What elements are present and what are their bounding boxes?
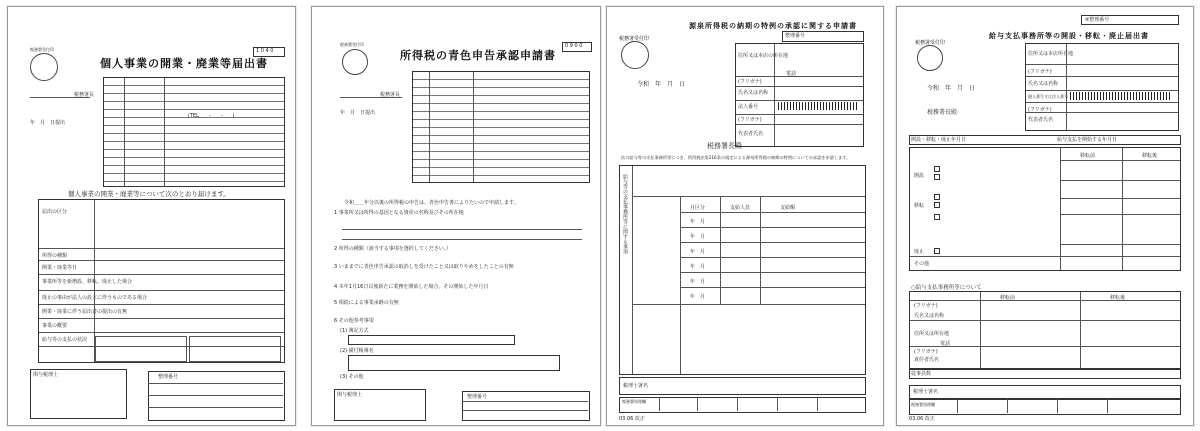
reception-stamp-label: 税務署受付印 (340, 42, 364, 47)
office-suffix: 税務署長 (74, 92, 95, 98)
document-title: 給与支払事務所等の開設・移転・廃止届出書 (989, 32, 1149, 40)
staff-heading: ○給与支払事務所等について (911, 285, 982, 291)
document-payroll-office-notification (896, 6, 1194, 426)
document-business-start-form (7, 6, 296, 426)
option-label: その他 (914, 261, 930, 267)
row-label: 廃止の事由が法人の設立に伴うものである場合 (42, 295, 148, 301)
item: 6 その他参考事項 (334, 318, 374, 324)
footer-label: 税理士署名 (623, 383, 649, 389)
intro-text: 令和＿＿年分以後の所得税の申告は、青色申告書によりたいので申請します。 (344, 200, 519, 206)
item: 3 いままでに青色申告承認の取消しを受けたこと又は取りやめをしたことの有無 (334, 264, 514, 270)
option-checkbox[interactable] (934, 166, 940, 172)
item: 4 本年1月16日以後新たに業務を開始した場合、その開始した年月日 (334, 284, 489, 290)
document-title: 源泉所得税の納期の特例の承認に関する申請書 (689, 22, 857, 30)
office-suffix: 税務署長 (380, 92, 401, 98)
item: 2 所得の種類（該当する事項を選択してください。） (334, 246, 452, 252)
row-label: 事業所等を新増設、移転、廃止した場合 (42, 279, 133, 285)
row-label: 給与等の支払の状況 (42, 337, 88, 343)
footer-label: 税務署処理欄 (622, 399, 646, 404)
office-suffix: 税務署長殿 (927, 109, 958, 116)
era-date: 令和 年 月 日 (927, 85, 976, 92)
reception-stamp-circle (30, 53, 58, 81)
item: 1 事業所又は所得の基因となる資産の名称及びその所在地 (334, 210, 464, 216)
row-label: 所得の種類 (42, 253, 68, 259)
column-header: 月区分 (690, 205, 706, 211)
submit-date: 年 月 日提出 (30, 120, 66, 126)
field-label: (フリガナ) (738, 79, 762, 85)
month-label: 年 月 (690, 279, 706, 285)
row-label: 届出の区分 (42, 209, 68, 215)
version-label: 03.06 改正 (909, 416, 935, 422)
employee-count-row (909, 369, 1181, 379)
office-use-box (619, 397, 866, 413)
staff-table (909, 291, 1181, 369)
staff-label: 住所又は所在地 (914, 331, 950, 337)
staff-label: (フリガナ) (914, 303, 938, 309)
reception-stamp-circle (342, 49, 368, 75)
month-label: 年 月 (690, 294, 706, 300)
staff-label: 氏名又は名称 (914, 313, 945, 319)
document-withholding-tax-special-application (606, 6, 884, 426)
employee-count-label: 従事員数 (911, 371, 932, 377)
footer-label: 整理番号 (158, 374, 179, 380)
field-label: (フリガナ) (1028, 107, 1052, 113)
footer-label: 税務署処理欄 (911, 402, 935, 407)
serial-label: ※整理番号 (1085, 17, 1110, 23)
field-label: (フリガナ) (738, 117, 762, 123)
reception-stamp-circle (917, 45, 943, 71)
down-arrow-icon (1019, 271, 1035, 280)
footer-label: 関与税理士 (33, 372, 59, 378)
option-checkbox[interactable] (934, 194, 940, 200)
reception-stamp-circle (621, 41, 649, 69)
field-label: 電話 (786, 71, 797, 77)
row-label: 開業・廃業等日 (42, 265, 78, 271)
office-use-box (909, 399, 1181, 415)
option-label: 移転 (914, 203, 925, 209)
table-header: 移転後 (1142, 153, 1158, 159)
month-label: 年 月 (690, 219, 706, 225)
month-label: 年 月 (690, 234, 706, 240)
footer-label: 整理番号 (467, 394, 488, 400)
option-checkbox[interactable] (934, 248, 940, 254)
version-label: 03.06 改正 (619, 416, 645, 422)
staff-label: (フリガナ) (914, 349, 938, 355)
item: (2) 備付帳簿名 (340, 348, 374, 354)
applicant-info-table (735, 43, 864, 147)
item: 5 相続による事業承継の有無 (334, 300, 399, 306)
table-header: 移転前 (1080, 153, 1096, 159)
staff-label: 責任者氏名 (914, 357, 940, 363)
option-checkbox[interactable] (934, 174, 940, 180)
tax-accountant-signature-box (619, 377, 866, 395)
serial-label: 整理番号 (785, 33, 806, 39)
field-label: 代表者氏名 (1028, 117, 1054, 123)
document-title: 所得税の青色申告承認申請書 (400, 49, 556, 62)
applicant-info-table (1025, 43, 1179, 131)
table-header: 移転後 (1110, 295, 1126, 301)
field-label: 代表者氏名 (738, 131, 764, 137)
reception-stamp-label: 税務署受付印 (619, 36, 650, 42)
column-header: 支給人員 (730, 205, 751, 211)
row-label: 事業の概要 (42, 323, 68, 329)
option-label: 開設 (914, 173, 925, 179)
field-label: 氏名又は名称 (738, 90, 769, 96)
date-bar-left: 開設・移転・廃止年月日 (911, 137, 967, 143)
month-label: 年 月 (690, 249, 706, 255)
footer-label: 関与税理士 (337, 392, 363, 398)
applicant-info-table (103, 77, 285, 187)
intro-text: 次の給与等の支払事務所等につき、所得税法第216条の規定による源泉所得税の納期の特例についての承認を申請します。 (621, 155, 851, 160)
option-checkbox[interactable] (934, 214, 940, 220)
document-title: 個人事業の開業・廃業等届出書 (100, 57, 268, 70)
row-label: 開業・廃業に伴う届出書の提出の有無 (42, 309, 128, 315)
notification-options-table (909, 147, 1181, 271)
details-table (38, 199, 285, 363)
phone-label: (TEL - - ) (188, 113, 235, 119)
field-label: 氏名又は名称 (1028, 81, 1059, 87)
date-bar-right: 給与支払を開始する年月日 (1057, 137, 1118, 143)
tax-accountant-signature-box (909, 385, 1181, 399)
staff-label: 電話 (940, 341, 951, 347)
era-date: 令和 年 月 日 (637, 81, 686, 88)
item: (1) 簿記方式 (340, 328, 369, 334)
field-label: 住所又は本店の所在地 (738, 53, 789, 59)
down-arrow-icon (1129, 271, 1145, 280)
month-label: 年 月 (690, 264, 706, 270)
field-label: 個人番号又は法人番号 (1028, 94, 1068, 99)
submit-date: 年 月 日提出 (340, 110, 376, 116)
option-checkbox[interactable] (934, 202, 940, 208)
item: (3) その他 (340, 374, 364, 380)
monthly-payment-table (619, 165, 866, 375)
applicant-info-table (412, 71, 590, 183)
side-label: 給与等の支払事務所等に関する事項 (622, 174, 628, 254)
document-blue-return-application (311, 6, 601, 426)
reception-stamp-label: 税務署受付印 (30, 47, 54, 52)
office-line (30, 97, 90, 98)
office-suffix: 税務署長殿 (707, 142, 742, 150)
footer-label: 税理士署名 (913, 389, 939, 395)
table-header: 移転前 (1000, 295, 1016, 301)
field-label: (フリガナ) (1028, 69, 1052, 75)
section-heading: 個人事業の開業・廃業等について次のとおり届けます。 (68, 190, 230, 198)
form-number: 1 0 4 0 (256, 48, 274, 54)
field-label: 住所又は本店所在地 (1028, 51, 1074, 57)
form-number: 0 9 0 0 (565, 43, 583, 49)
reception-stamp-label: 税務署受付印 (915, 40, 946, 46)
column-header: 支給額 (780, 205, 796, 211)
field-label: 法人番号 (738, 104, 759, 110)
option-label: 廃止 (914, 249, 925, 255)
